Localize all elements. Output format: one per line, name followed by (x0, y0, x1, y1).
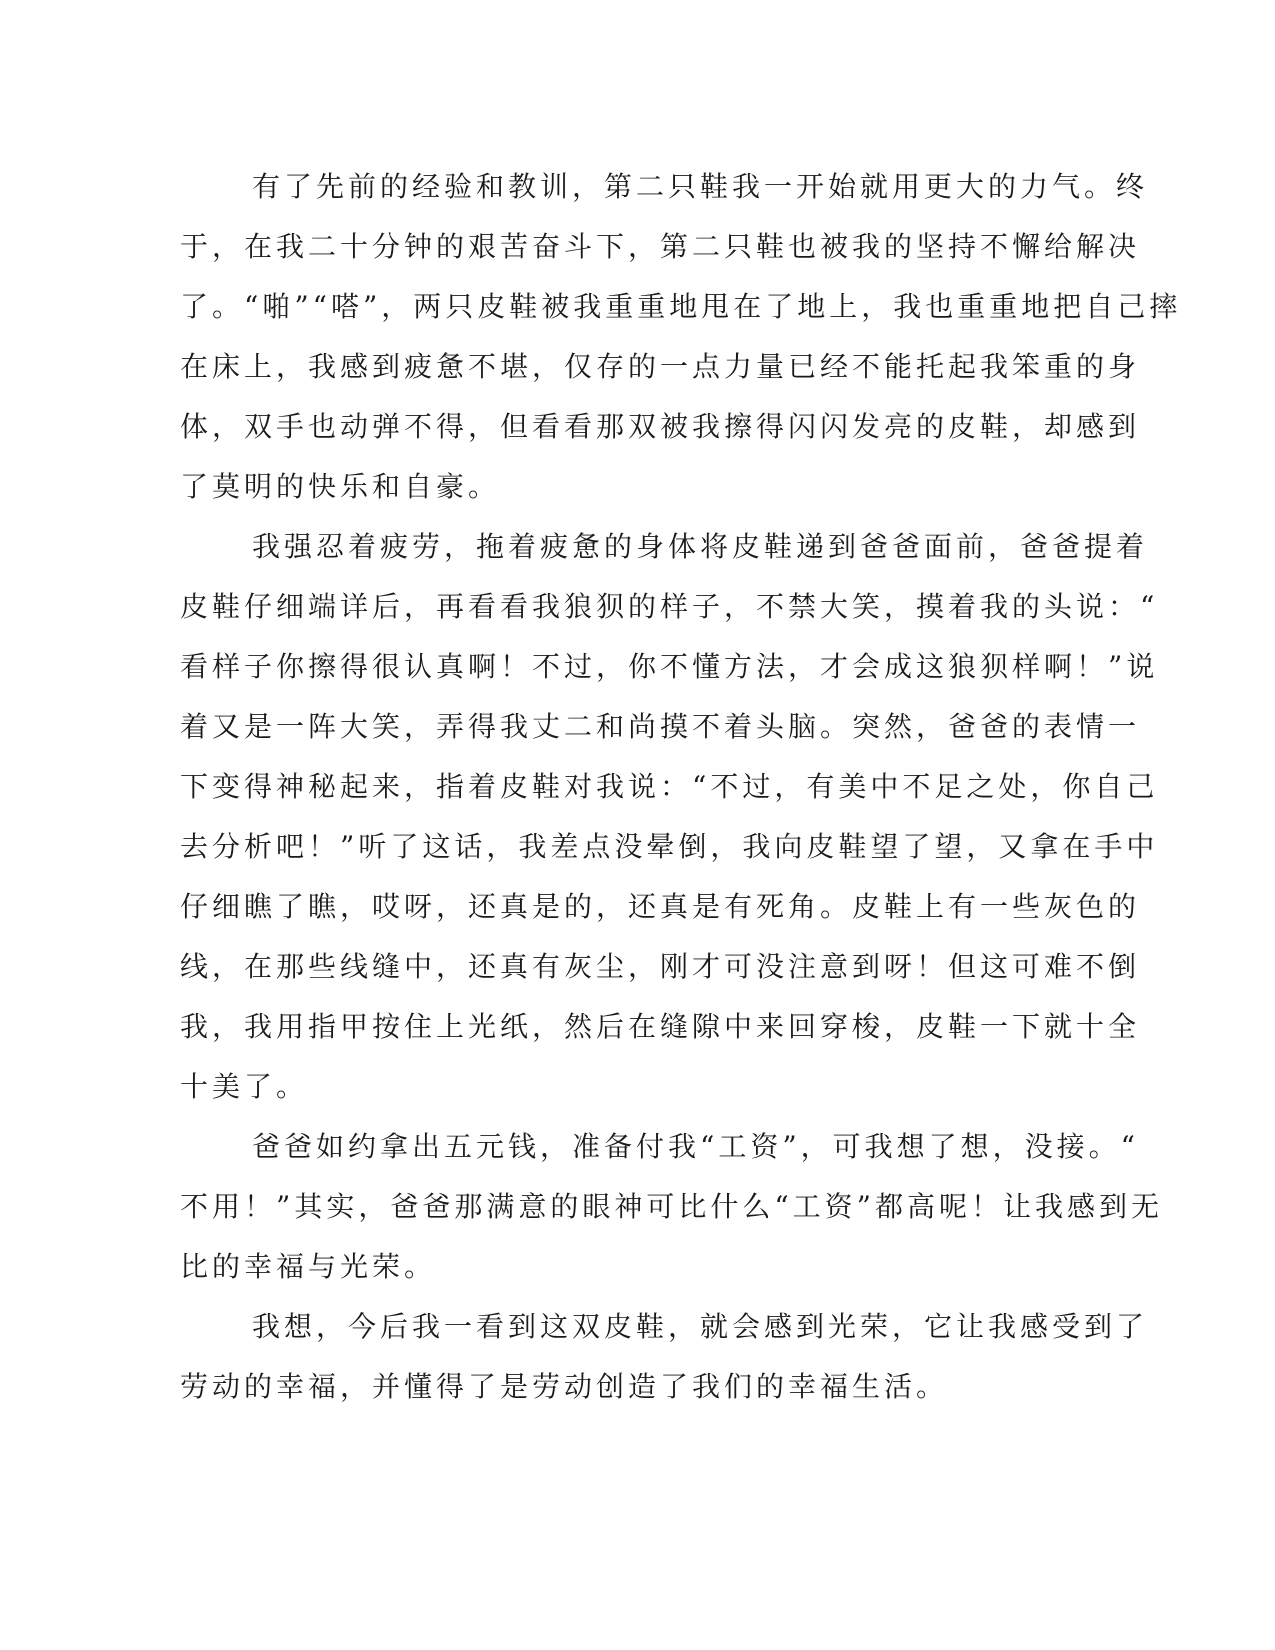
paragraph-2-line-5: 下变得神秘起来，指着皮鞋对我说：“不过，有美中不足之处，你自己 (180, 770, 1159, 803)
paragraph-2-line-8: 线，在那些线缝中，还真有灰尘，刚才可没注意到呀！但这可难不倒 (180, 950, 1141, 983)
paragraph-4-line-1: 我想，今后我一看到这双皮鞋，就会感到光荣，它让我感受到了 (252, 1310, 1149, 1343)
paragraph-2-line-10: 十美了。 (180, 1070, 309, 1103)
paragraph-1-line-3: 了。“啪”“嗒”，两只皮鞋被我重重地甩在了地上，我也重重地把自己摔 (180, 290, 1182, 323)
paragraph-2-line-4: 着又是一阵大笑，弄得我丈二和尚摸不着头脑。突然，爸爸的表情一 (180, 710, 1141, 743)
document-body (180, 157, 1182, 1417)
paragraph-1-line-4: 在床上，我感到疲惫不堪，仅存的一点力量已经不能托起我笨重的身 (180, 350, 1141, 383)
paragraph-1-line-6: 了莫明的快乐和自豪。 (180, 470, 501, 503)
paragraph-2-line-7: 仔细瞧了瞧，哎呀，还真是的，还真是有死角。皮鞋上有一些灰色的 (180, 890, 1141, 923)
paragraph-1-line-2: 于，在我二十分钟的艰苦奋斗下，第二只鞋也被我的坚持不懈给解决 (180, 230, 1141, 263)
paragraph-2-line-2: 皮鞋仔细端详后，再看看我狼狈的样子，不禁大笑，摸着我的头说：“ (180, 590, 1159, 623)
paragraph-2-line-1: 我强忍着疲劳，拖着疲惫的身体将皮鞋递到爸爸面前，爸爸提着 (252, 530, 1149, 563)
paragraph-3-line-2: 不用！”其实，爸爸那满意的眼神可比什么“工资”都高呢！让我感到无 (180, 1190, 1163, 1223)
paragraph-1-line-1: 有了先前的经验和教训，第二只鞋我一开始就用更大的力气。终 (252, 170, 1149, 203)
paragraph-2-line-6: 去分析吧！”听了这话，我差点没晕倒，我向皮鞋望了望，又拿在手中 (180, 830, 1159, 863)
paragraph-3-line-1: 爸爸如约拿出五元钱，准备付我“工资”，可我想了想，没接。“ (252, 1130, 1139, 1163)
paragraph-2-line-9: 我，我用指甲按住上光纸，然后在缝隙中来回穿梭，皮鞋一下就十全 (180, 1010, 1141, 1043)
paragraph-4-line-2: 劳动的幸福，并懂得了是劳动创造了我们的幸福生活。 (180, 1370, 949, 1403)
paragraph-3-line-3: 比的幸福与光荣。 (180, 1250, 437, 1283)
paragraph-1-line-5: 体，双手也动弹不得，但看看那双被我擦得闪闪发亮的皮鞋，却感到 (180, 410, 1141, 443)
paragraph-2-line-3: 看样子你擦得很认真啊！不过，你不懂方法，才会成这狼狈样啊！”说 (180, 650, 1159, 683)
